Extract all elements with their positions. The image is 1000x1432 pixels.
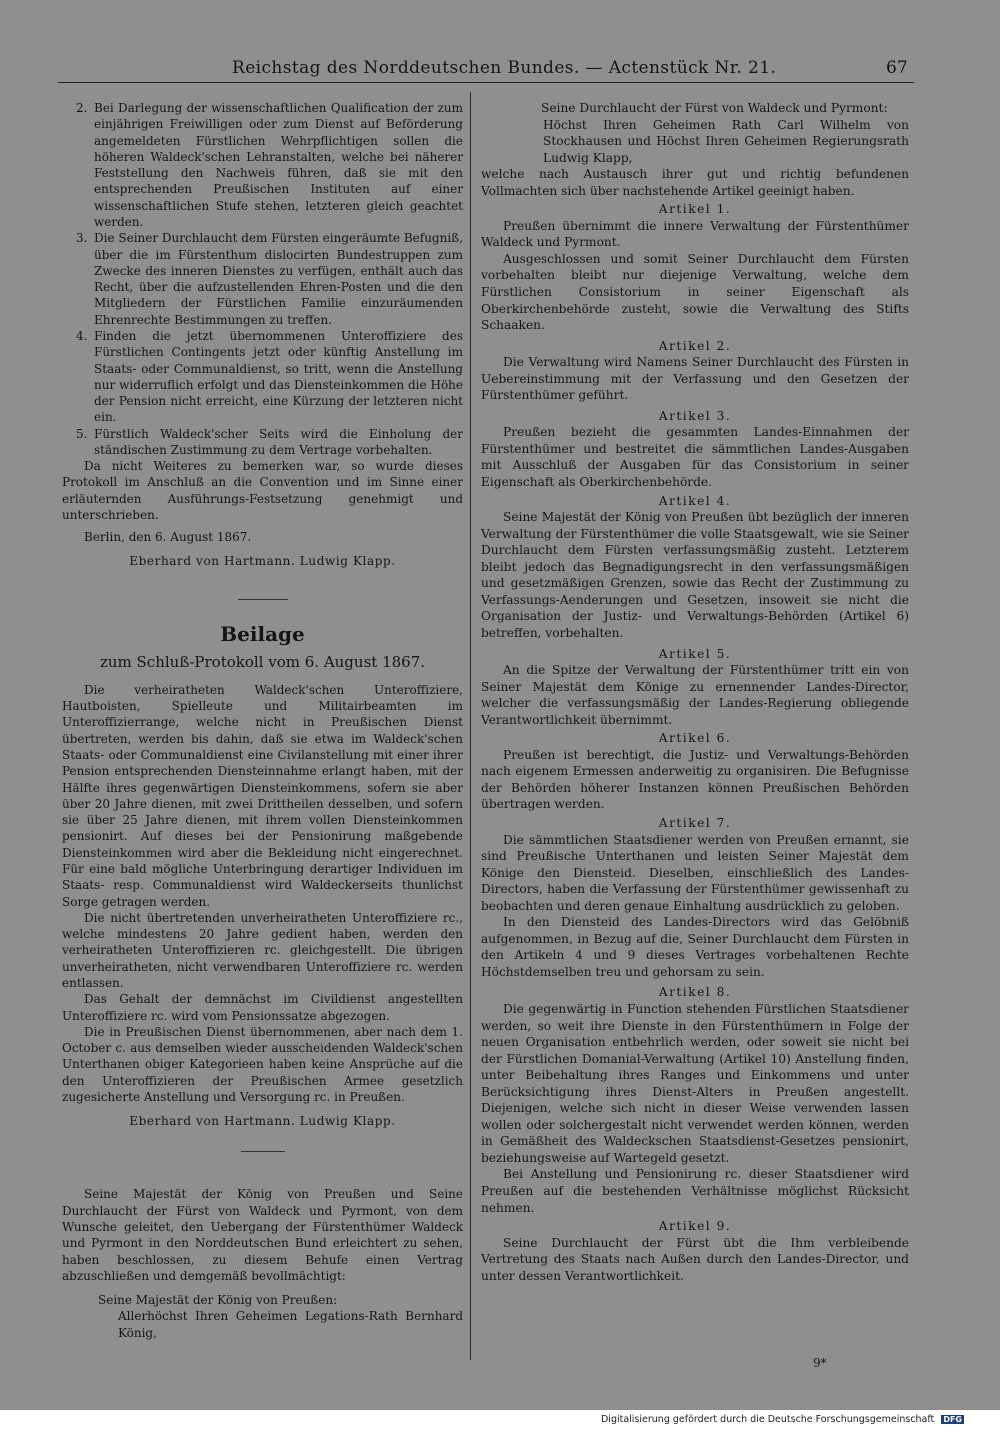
- running-header-title: Reichstag des Norddeutschen Bundes. — Actenstück Nr. 21.: [232, 58, 777, 78]
- article-heading: Artikel 1.: [658, 202, 732, 217]
- beilage-title: Beilage: [220, 621, 305, 646]
- signature-mark: 9*: [813, 1356, 827, 1370]
- item-number: 4.: [76, 328, 88, 343]
- protocol-item: [62, 100, 463, 230]
- column-divider: [470, 92, 471, 1360]
- protocol-items: [62, 100, 463, 458]
- beilage-paragraph: Die nicht übertretenden unverheiratheten Unteroffiziere rc., welche mindestens 20 Jahre gedient haben, werden den verheiratheten Unteroffizieren rc. gleichgestellt. Die übrigen unverheiratheten, nicht verwendbaren Unteroffiziere rc. werden entlassen.: [62, 910, 463, 990]
- article-paragraph: Preußen ist berechtigt, die Justiz- und Verwaltungs-Behörden nach eigenem Ermessen anderweitig zu organisiren. Die Befugnisse der Behörden höherer Instanzen können Preußischen Behörden übertragen werden.: [481, 747, 909, 812]
- digitization-credit: [601, 1414, 964, 1425]
- article-paragraph: Ausgeschlossen und somit Seiner Durchlaucht dem Fürsten vorbehalten bleibt nur diejenige Verwaltung, welche dem Fürstlichen Consistorium in seiner Eigenschaft als Oberkirchenbehörde zusteht, sowie die Verwaltung des Stifts Schaaken.: [481, 251, 909, 333]
- protocol-signatures: Eberhard von Hartmann. Ludwig Klapp.: [129, 553, 396, 568]
- protocol-item: [62, 328, 463, 426]
- left-column: [62, 100, 463, 1341]
- protocol-item: [62, 426, 463, 459]
- item-number: 5.: [76, 426, 88, 441]
- king-delegate: Allerhöchst Ihren Geheimen Legations-Rath Bernhard König,: [118, 1309, 463, 1340]
- item-number: 3.: [76, 231, 88, 246]
- dfg-logo: DFG: [943, 1415, 962, 1424]
- article-paragraph: An die Spitze der Verwaltung der Fürstenthümer tritt ein von Seiner Majestät dem Könige zu ernennender Landes-Director, welcher die verfassungsmäßig der Landes-Regierung obliegende Verantwortlichkeit übernimmt.: [481, 663, 909, 727]
- treaty-preamble: welche nach Austausch ihrer gut und richtig befundenen Vollmachten sich über nachstehende Artikel geeinigt haben.: [481, 167, 909, 198]
- article-paragraph: Preußen übernimmt die innere Verwaltung der Fürstenthümer Waldeck und Pyrmont.: [481, 218, 909, 250]
- page-number: 67: [886, 58, 908, 78]
- article-heading: Artikel 4.: [658, 493, 732, 508]
- article-paragraph: Seine Majestät der König von Preußen übt bezüglich der inneren Verwaltung der Fürstenthümer die volle Staatsgewalt, wie sie Seiner Durchlaucht dem Fürsten verfassungsmäßig zusteht. Letzterem bleibt jedoch das Begnadigungsrecht in den verfassungsmäßigen und gesetzmäßigen Grenzen, sowie das Recht der Zustimmung zu Verfassungs-Aenderungen und Gesetzen, insoweit sie nicht die Organisation der Justiz- und Verwaltungs-Behörden (Artikel 6) betreffen, vorbehalten.: [481, 510, 909, 640]
- article-paragraph: Die gegenwärtig in Function stehenden Fürstlichen Staatsdiener werden, so weit ihre Dienste in den Fürstenthümern in Folge der neuen Organisation entbehrlich werden, oder soweit sie nicht bei der Fürstlichen Domanial-Verwaltung (Artikel 10) Anstellung finden, unter Beibehaltung ihres Ranges und Einkommens und unter Berücksichtigung ihres Dienst-Alters in Preußen angestellt. Diejenigen, welche sich nicht in dieser Weise verwenden lassen wollen oder solchergestalt nicht verwendet werden können, werden in Gemäßheit des Waldeckschen Staatsdienst-Gesetzes pensionirt, beziehungsweise auf Wartegeld gesetzt.: [481, 1001, 909, 1165]
- article-heading: Artikel 6.: [658, 731, 732, 746]
- header-rule: [58, 82, 914, 83]
- beilage-signatures: Eberhard von Hartmann. Ludwig Klapp.: [129, 1114, 396, 1129]
- section-separator: [238, 599, 288, 600]
- article-paragraph: Die Verwaltung wird Namens Seiner Durchlaucht des Fürsten in Uebereinstimmung mit der Verfassung und den Gesetzen der Fürstenthümer geführt.: [481, 355, 909, 403]
- beilage-paragraph: Das Gehalt der demnächst im Civildienst angestellten Unteroffiziere rc. wird vom Pensionssatze abgezogen.: [62, 992, 463, 1023]
- article-paragraph: Bei Anstellung und Pensionirung rc. dieser Staatsdiener wird Preußen auf die bestehenden Verhältnisse möglichst Rücksicht nehmen.: [481, 1167, 909, 1215]
- right-column: [481, 100, 909, 1284]
- article-paragraph: Preußen bezieht die gesammten Landes-Einnahmen der Fürstenthümer und bestreitet die sämmtlichen Landes-Ausgaben mit Ausschluß der Ausgaben für das Consistorium in seiner Eigenschaft als Oberkirchenbehörde.: [481, 425, 909, 490]
- article-paragraph: Seine Durchlaucht der Fürst übt die Ihm verbleibende Vertretung des Staats nach Außen durch den Landes-Director, und unter dessen Verantwortlichkeit.: [481, 1235, 909, 1283]
- article-heading: Artikel 5.: [658, 646, 732, 661]
- beilage-paragraph: Die verheiratheten Waldeck'schen Unteroffiziere, Hautboisten, Spielleute und Militairbeamten im Unteroffizierrange, welche nicht in Preußischen Dienst übertreten, werden bis dahin, daß sie etwa im Waldeck'schen Staats- oder Communaldienst eine Civilanstellung mit einer ihrer Pension entsprechenden Diensteinnahme erlangt haben, mit der Hälfte ihres gegenwärtigen Diensteinkommens, sofern sie aber über 20 Jahre dienen, mit zwei Drittheilen desselben, und sofern sie über 25 Jahre dienen, mit ihrem vollen Diensteinkommen pensionirt. Auf dieses bei der Pensionirung maßgebende Diensteinkommen wird aber die Bekleidung nicht eingerechnet. Für eine bald mögliche Unterbringung derartiger Individuen im Staats- resp. Communaldienst wird Waldeckerseits thunlichst Sorge getragen werden.: [62, 682, 463, 909]
- article-paragraph: Die sämmtlichen Staatsdiener werden von Preußen ernannt, sie sind Preußische Unterthanen und leisten Seiner Majestät dem Könige den Diensteid. Dieselben, einschließlich des Landes-Directors, haben die Verfassung der Fürstenthümer gewissenhaft zu beobachten und deren genaue Einhaltung ausdrücklich zu geloben.: [481, 832, 909, 913]
- item-text: Die Seiner Durchlaucht dem Fürsten eingeräumte Befugniß, über die im Fürstenthum dislocirten Bundestruppen zum Zwecke des inneren Dienstes zu verfügen, enthält auch das Recht, über die aufzustellenden Ehren-Posten und die den Mitgliedern der Fürstlichen Familie einzuräumenden Ehrenrechte Bestimmungen zu treffen.: [94, 231, 464, 327]
- article-heading: Artikel 3.: [658, 408, 732, 423]
- prince-delegates: Höchst Ihren Geheimen Rath Carl Wilhelm von Stockhausen und Höchst Ihren Geheimen Regierungsrath Ludwig Klapp,: [543, 117, 909, 165]
- item-text: Finden die jetzt übernommenen Unteroffiziere des Fürstlichen Contingents jetzt oder künftig Anstellung im Staats- oder Communaldienst, so tritt, wenn die Anstellung nur widerruflich erfolgt und das Diensteinkommen die Höhe der Pension nicht erreicht, eine Kürzung der letzteren nicht ein.: [94, 328, 463, 425]
- king-label: Seine Majestät der König von Preußen:: [98, 1293, 338, 1308]
- article-heading: Artikel 9.: [658, 1219, 732, 1234]
- protocol-date: Berlin, den 6. August 1867.: [84, 530, 252, 545]
- protocol-item: [62, 230, 463, 328]
- article-paragraph: In den Diensteid des Landes-Directors wird das Gelöbniß aufgenommen, in Bezug auf die, Seiner Durchlaucht dem Fürsten in den Artikeln 4 und 9 dieses Vertrages vorbehaltenen Rechte Höchstdemselben treu und gehorsam zu sein.: [481, 915, 909, 979]
- article-heading: Artikel 8.: [658, 985, 732, 1000]
- beilage-paragraph: Die in Preußischen Dienst übernommenen, aber nach dem 1. October c. aus demselben wieder ausscheidenden Waldeck'schen Unterthanen obiger Kategorieen haben keine Ansprüche auf die den Unteroffizieren der Preußischen Armee gesetzlich zugesicherte Anstellung und Versorgung rc. in Preußen.: [62, 1024, 463, 1104]
- section-separator: [241, 1151, 285, 1152]
- credit-text: Digitalisierung gefördert durch die Deutsche Forschungsgemeinschaft: [600, 1414, 935, 1425]
- article-heading: Artikel 7.: [658, 815, 732, 830]
- protocol-closing: Da nicht Weiteres zu bemerken war, so wurde dieses Protokoll im Anschluß an die Convention und im Sinne einer erläuternden Ausführungs-Festsetzung genehmigt und unterschrieben.: [62, 459, 463, 523]
- item-number: 2.: [76, 101, 88, 115]
- item-text: Fürstlich Waldeck'scher Seits wird die Einholung der ständischen Zustimmung zu dem Vertrage vorbehalten.: [94, 426, 463, 457]
- item-text: Bei Darlegung der wissenschaftlichen Qualification der zum einjährigen Freiwilligen oder zum Dienst auf Beförderung angemeldeten Fürstlichen Wehrpflichtigen sollen die höheren Waldeck'schen Lehranstalten, welche bei näherer Feststellung den Nachweis führen, daß sie mit den entsprechenden Preußischen Instituten auf einer wissenschaftlichen Stufe stehen, letzteren gleich geachtet werden.: [94, 101, 463, 229]
- article-heading: Artikel 2.: [658, 338, 732, 353]
- beilage-subtitle: zum Schluß-Protokoll vom 6. August 1867.: [99, 652, 426, 671]
- prince-label: Seine Durchlaucht der Fürst von Waldeck und Pyrmont:: [541, 101, 888, 115]
- treaty-intro: Seine Majestät der König von Preußen und Seine Durchlaucht der Fürst von Waldeck und Pyrmont, von dem Wunsche geleitet, den Uebergang der Fürstenthümer Waldeck und Pyrmont in den Norddeutschen Bund erleichtert zu sehen, haben beschlossen, zu diesem Behufe einen Vertrag abzuschließen und demgemäß bevollmächtigt:: [62, 1187, 463, 1283]
